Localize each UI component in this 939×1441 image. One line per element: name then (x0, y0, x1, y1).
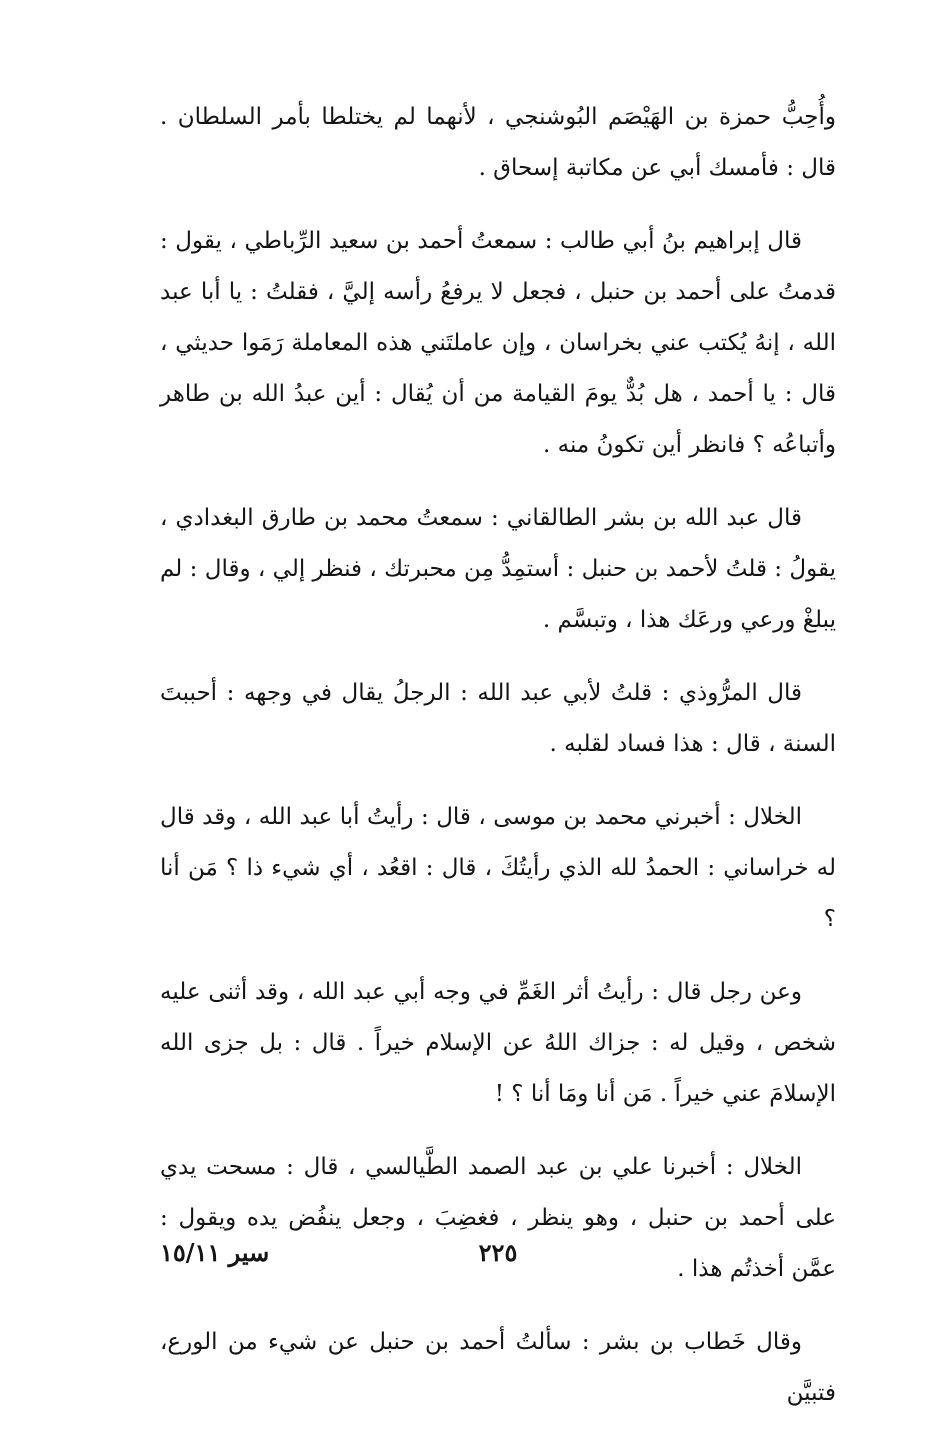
signature-mark: سير ١٥/١١ (160, 1238, 270, 1267)
paragraph-2: قال إبراهيم بنُ أبي طالب : سمعتُ أحمد بن سعيد الرِّباطي ، يقول : قدمتُ على أحمد بن حنبل ، فجعل لا يرفعُ رأسه إليَّ ، فقلتُ : يا أبا عبد الله ، إنهُ يُكتب عني بخراسان ، وإن عاملتَني هذه المعاملة رَمَوا حديثي ، قال : يا أحمد ، هل بُدٌّ يومَ القيامة من أن يُقال : أين عبدُ الله بن طاهر وأتباعُه ؟ فانظر أين تكونُ منه . (160, 228, 836, 458)
paragraph-6: وعن رجل قال : رأيتُ أثر الغَمِّ في وجه أبي عبد الله ، وقد أثنى عليه شخص ، وقيل له : جزاك اللهُ عن الإسلام خيراً . قال : بل جزى الله الإسلامَ عني خيراً . مَن أنا ومَا أنا ؟ ! (160, 979, 836, 1107)
paragraph-1: وأُحِبُّ حمزة بن الهَيْصَم البُوشنجي ، لأنهما لم يختلطا بأمر السلطان . قال : فأمسك أبي عن مكاتبة إسحاق . (160, 104, 836, 181)
paragraph-7: الخلال : أخبرنا علي بن عبد الصمد الطَّيالسي ، قال : مسحت يدي على أحمد بن حنبل ، وهو ينظر ، فغضِبَ ، وجعل ينفُض يده ويقول : عمَّن أخذتُم هذا . (160, 1154, 836, 1282)
paragraph-4: قال المرُّوذي : قلتُ لأبي عبد الله : الرجلُ يقال في وجهه : أحببتَ السنة ، قال : هذا فساد لقلبه . (160, 680, 836, 757)
paragraph-5: الخلال : أخبرني محمد بن موسى ، قال : رأيتُ أبا عبد الله ، وقد قال له خراساني : الحمدُ لله الذي رأيتُكَ ، قال : اقعُد ، أي شيء ذا ؟ مَن أنا ؟ (160, 804, 836, 932)
paragraph-8: وقال خَطاب بن بشر : سألتُ أحمد بن حنبل عن شيء من الورع، فتبيَّن (160, 1329, 836, 1406)
paragraph-3: قال عبد الله بن بشر الطالقاني : سمعتُ محمد بن طارق البغدادي ، يقولُ : قلتُ لأحمد بن حنبل : أستمِدُّ مِن محبرتك ، فنظر إلي ، وقال : لم يبلغْ ورعي ورعَك هذا ، وتبسَّم . (160, 505, 836, 633)
page-number: ٢٢٥ (478, 1238, 518, 1267)
page-footer (160, 1238, 836, 1278)
